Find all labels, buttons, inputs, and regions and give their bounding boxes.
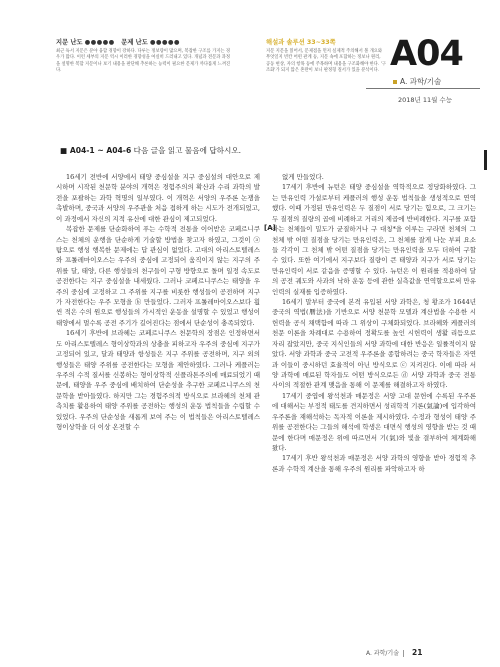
instruction-line: [60, 145, 241, 156]
solution-section: [266, 38, 386, 75]
difficulty-description: 최근 독서 지문은 분야 융합 경향이 강하다. 다루는 정보량이 많으며, 복잡한 구조를 가지는 경우가 많다. 이런 세부의 지문 역시 이러한 경향성을 여실히 드러내고 있다. 개념과 전문과 과정을 설명한 복합 지문이나 보기 내용을 판단해 추론하는 능력이 필요한 문제가 까다롭게 느껴진다.: [56, 49, 231, 74]
page-number: 21: [412, 648, 423, 657]
instruction-text: 다음 글을 읽고 물음에 답하시오.: [133, 146, 242, 155]
passage-difficulty-label: 지문 난도: [56, 39, 83, 46]
passage-paragraph: 16세기 말부터 중국에 본격 유입된 서양 과학은, 청 황조가 1644년 중국의 역법(曆法)을 기반으로 서양 천문학 모델과 계산법을 수용한 시헌력을 공식 채택함에 따라 그 위상이 구체화되었다. 브라헤와 케플러의 천문 이론을 차례대로 수용하여 정확도를 높인 시헌력이 생활 리듬으로 자리 잡았지만, 중국 지식인들의 서양 과학에 대한 반응은 일률적이지 않았다. 서양 과학과 중국 고전적 우주론을 종합하려는 중국 학자들은 자연과 이들이 중시하던 효율적이 아닌 방식으로 ⓒ 지켜진다. 이에 따라 서양 과학에 매료된 학자들도 어떤 방식으로든 ⓓ 서양 과학과 중국 전통 사이의 적절한 관계 맺음을 통해 이 문제를 해결하고자 하였다.: [272, 298, 476, 390]
question-difficulty-label: 문제 난도: [121, 39, 148, 46]
difficulty-section: [56, 38, 232, 75]
side-tab-marker: [484, 150, 487, 170]
square-bullet-icon: [393, 80, 397, 84]
passage-difficulty-dots: ●●●●●: [84, 39, 115, 46]
footer-subject: A. 과학/기술: [366, 650, 400, 657]
subject-label: A. 과학/기술: [393, 76, 441, 87]
passage-paragraph: 16세기 후반에 브라헤는 코페르니쿠스 천문학의 장점은 인정하면서도 아리스토텔레스 형이상학과의 상충을 피하고자 우주의 중심에 지구가 고정되어 있고, 달과 태양과 항성들은 지구 주위를 공전하며, 지구 외의 행성들은 태양 주위를 공전한다는 모형을 제안하였다. 그러나 케플러는 우주의 수적 질서를 신봉하는 형이상학적 신플라톤주의에 매료되었기 때문에, 태양을 우주 중심에 배치하여 단순성을 추구한 코페르니쿠스의 천문학을 받아들였다. 하지만 그는 경험주의적 방식으로 브라헤의 천체 관측치를 활용하여 태양 주위를 공전하는 행성의 운동 법칙들을 수립할 수 있었다. 우주의 단순성을 새롭게 보여 주는 이 법칙들은 아리스토텔레스 형이상학을 더 이상 온전할 수: [56, 329, 260, 432]
passage-paragraph: 17세기 중엽에 왕석천과 매문정은 서양 고대 문헌에 수록된 우주론에 대해서는 부정적 태도를 견지하면서 성리학적 기론(氣論)에 입각하여 우주론을 재해석하는 독자적 이론을 제시하였다. 수정과 형성이 태양 주위를 공전한다는 그들의 해석에 학생은 대면식 행성의 영향을 받는 것 때문에 한다며 매문정은 위에 따르면서 기(氣)와 빛을 결부하여 체계화해 왔다.: [272, 391, 476, 452]
passage-paragraph: 17세기 후반에 뉴턴은 태양 중심설을 역학적으로 정당화하였다. 그는 만유인력 가설로부터 케플러의 행성 운동 법칙들을 생성적으로 연역했다. 이때 가정된 만유인력은 두 질점이 서로 당기는 힘으로, 그 크기는 두 질점의 질량의 곱에 비례하고 거리의 제곱에 반비례한다. 지구를 포함하는 천체들이 밀도가 균질하거나 구 대칭*을 이루는 구라면 천체의 그 천체 밖 어떤 질점을 당기는 만유인력은, 그 천체를 잘게 나눈 부피 요소들 각각이 그 천체 밖 어떤 질점을 당기는 만유인력을 모두 더하여 구할 수 있다. 또한 여기에서 지구보다 질량이 큰 태양과 지구가 서로 당기는 만유인력이 서로 같음을 증명할 수 있다. 뉴턴은 이 원리를 적용하여 달의 공전 궤도와 사과의 낙하 운동 등에 관한 실측값을 연역할으로써 만유인력의 실재를 입증하였다.: [272, 183, 476, 296]
page-header: [0, 0, 500, 120]
problem-code: A04: [390, 34, 463, 74]
solution-title: 해설과 솔루션 33~33쪽: [266, 39, 336, 46]
solution-description: 지문 지문을 읽어서, 문제점을 먼저 실제적 주의해서 볼 개요와 무엇일지 빈칸 어떤 관계 등, 지문 속에 포함하는 정보나 원리, 공동 현상, 자의 항목 등에 주목하며 내용을 구조화해야 한다. '구조화'가 되지 않은 혼란이 보니 판정형 질서가 있을 분석이다.: [266, 49, 386, 74]
header-divider: [366, 88, 480, 89]
passage-paragraph: 16세기 전반에 서양에서 태양 중심설을 지구 중심설의 대안으로 제시하며 시작된 천문학 분야의 개혁은 경험주의의 확산과 수리 과학의 발전을 포괄하는 과학 혁명의 일부였다. 이 개혁은 서양의 우주론 논쟁을 촉발하며, 중국과 서양의 우주관을 처음 접하게 하는 시도가 전개되었고, 이 과정에서 자신의 지적 유산에 대한 관심이 제고되었다.: [56, 173, 260, 223]
passage-paragraph: 없게 만들었다.: [282, 173, 324, 181]
question-range: ■ A04-1 ~ A04-6: [60, 146, 132, 155]
page-footer: [366, 648, 422, 657]
passage-paragraph: 17세기 후반 왕석천과 매문정은 서양 과학의 영향을 받아 경험적 추론과 수학적 계산을 통해 우주의 원리를 파악하고자 하: [272, 454, 476, 473]
exam-date: 2018년 11월 수능: [398, 96, 453, 104]
footer-separator: [403, 650, 404, 657]
passage-right-column: [272, 172, 476, 474]
section-a-bracket: [A]: [264, 224, 276, 232]
difficulty-title: [56, 38, 232, 47]
question-difficulty-dots: ●●●●●: [150, 39, 181, 46]
passage-paragraph: 복잡한 문제를 단순화하여 푸는 수학적 전통을 이어받은 코페르니쿠스는 천체의 운행을 단순하게 기술할 방법을 찾고자 하였고, 그것이 ⓐ 탐으로 행성 행복한 문제에는 답 관심이 없었다. 고대의 아리스토텔레스와 프톨레마이오스는 우주의 중심에 고정되어 움직이지 않는 지구의 주위를 달, 태양, 다른 행성들의 천구들이 구형 방향으로 돌며 일정 속도로 공전한다는 지구 중심설을 내세웠다. 그러나 코페르니쿠스는 태양을 우주의 중심에 고정하고 그 주위를 지구를 비롯한 행성들이 공전하며 지구가 자전한다는 우주 모형을 ⓑ 만들었다. 그러자 프톨레마이오스보다 훨씬 적은 수의 원으로 행성들의 가시적인 운동을 설명할 수 있었고 행성이 태양에서 멀수록 공전 주기가 길어진다는 점에서 단순성이 충족되었다.: [56, 225, 260, 327]
passage-left-column: [56, 172, 260, 433]
